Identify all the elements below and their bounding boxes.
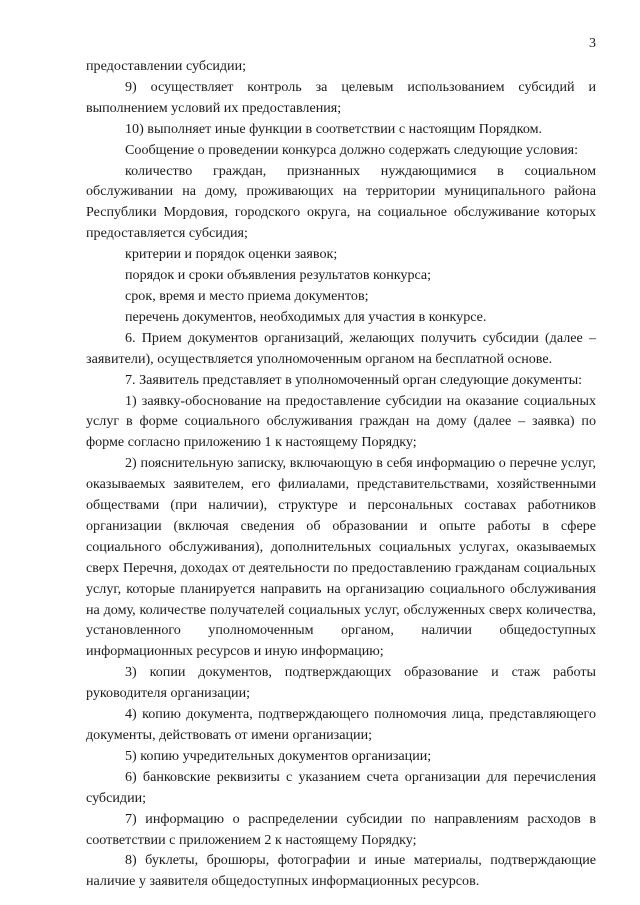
paragraph: 1) заявку-обоснование на предоставление субсидии на оказание социальных услуг в форме социального обслуживания граждан на дому (далее – заявка) по форме согласно приложению 1 к настоящему Порядку;: [86, 392, 596, 451]
paragraph: 6) банковские реквизиты с указанием счета организации для перечисления субсидии;: [86, 768, 596, 806]
paragraph: Сообщение о проведении конкурса должно содержать следующие условия:: [125, 141, 579, 158]
paragraph: 2) пояснительную записку, включающую в себя информацию о перечне услуг, оказываемых заявителем, его филиалами, представительствами, хозяйственными обществами (при наличии), структуре и персональных составах работников организации (включая сведения об образовании и опыте работы в сфере социального обслуживания), дополнительных социальных услугах, оказываемых сверх Перечня, доходах от деятельности по предоставлению гражданам социальных услуг, которые планируется направить на организацию социального обслуживания на дому, количестве получателей социальных услуг, обслуженных сверх количества, установленного уполномоченным органом, наличии общедоступных информационных ресурсов и иную информацию;: [86, 455, 596, 660]
paragraph: порядок и сроки объявления результатов конкурса;: [125, 267, 432, 284]
paragraph: 9) осуществляет контроль за целевым использованием субсидий и выполнением условий их предоставления;: [86, 78, 596, 116]
page-number: 3: [589, 36, 596, 51]
paragraph: 7. Заявитель представляет в уполномоченный орган следующие документы:: [125, 371, 583, 388]
paragraph: предоставлении субсидии;: [86, 58, 247, 74]
paragraph: 3) копии документов, подтверждающих образование и стаж работы руководителя организации;: [86, 664, 596, 702]
paragraph: 8) буклеты, брошюры, фотографии и иные материалы, подтверждающие наличие у заявителя общедоступных информационных ресурсов.: [86, 852, 596, 890]
paragraph: перечень документов, необходимых для участия в конкурсе.: [125, 308, 487, 325]
document-body: [86, 56, 596, 892]
paragraph: срок, время и место приема документов;: [125, 287, 369, 304]
paragraph: 10) выполняет иные функции в соответствии с настоящим Порядком.: [125, 120, 543, 137]
paragraph: критерии и порядок оценки заявок;: [125, 246, 338, 263]
paragraph: количество граждан, признанных нуждающимися в социальном обслуживании на дому, проживающих на территории муниципального района Республики Мордовия, городского округа, на социальное обслуживание которых предоставляется субсидия;: [86, 162, 596, 242]
paragraph: 5) копию учредительных документов организации;: [125, 747, 432, 764]
paragraph: 7) информацию о распределении субсидии по направлениям расходов в соответствии с приложением 2 к настоящему Порядку;: [86, 810, 596, 848]
paragraph: 6. Прием документов организаций, желающих получить субсидии (далее – заявители), осуществляется уполномоченным органом на бесплатной основе.: [86, 329, 596, 367]
paragraph: 4) копию документа, подтверждающего полномочия лица, представляющего документы, действовать от имени организации;: [86, 706, 596, 743]
